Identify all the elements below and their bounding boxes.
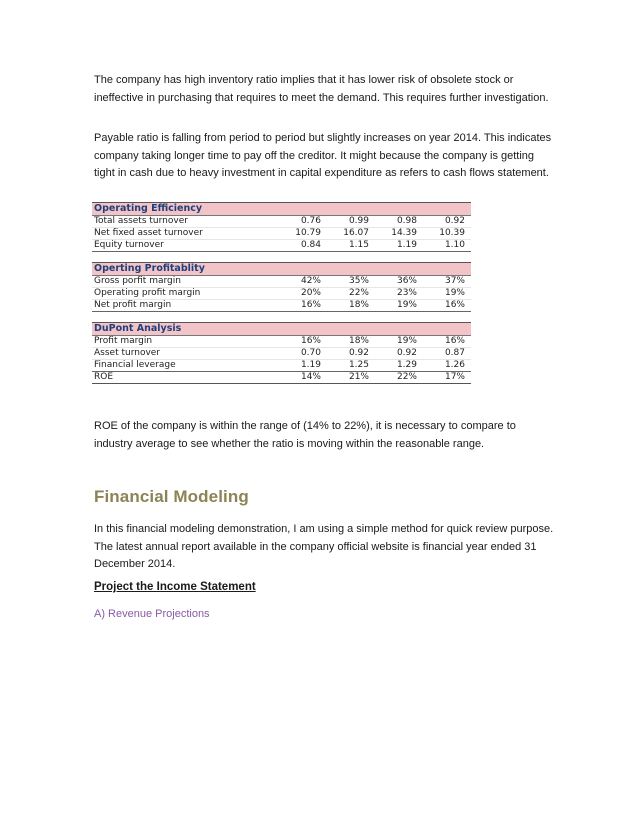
paragraph-inventory: The company has high inventory ratio implies that it has lower risk of obsolete stock or ineffective in purchasing that requires to meet the demand. This requires further investigation. — [94, 74, 549, 104]
row-label: Operating profit margin — [94, 288, 201, 298]
cell: 1.25 — [348, 360, 369, 370]
row-label: Equity turnover — [94, 240, 164, 250]
row-label: Asset turnover — [94, 348, 161, 358]
row-label: Total assets turnover — [94, 216, 188, 226]
cell: 14.39 — [391, 228, 417, 238]
cell: 19% — [396, 300, 417, 310]
paragraph-modeling: In this financial modeling demonstration, I am using a simple method for quick review purpose. The latest annual report available in the company official website is financial year ended 31 December 2014. — [94, 523, 554, 570]
cell: 16% — [300, 300, 321, 310]
row-label: Profit margin — [94, 336, 153, 346]
table-row — [92, 228, 471, 240]
cell: 0.76 — [300, 216, 321, 226]
row-label: Net fixed asset turnover — [94, 228, 203, 238]
paragraph-payable: Payable ratio is falling from period to period but slightly increases on year 2014. This indicates company taking longer time to pay off the creditor. It might because the company is getting tight in cash due to heavy investment in capital expenditure as refers to cash flows statement. — [94, 132, 552, 179]
cell: 16.07 — [343, 228, 369, 238]
cell: 16% — [444, 336, 465, 346]
cell: 17% — [444, 372, 465, 382]
row-label: Net profit margin — [94, 300, 172, 310]
table-section-title: Operating Efficiency — [94, 203, 203, 214]
cell: 1.15 — [348, 240, 369, 250]
table-row — [92, 336, 471, 348]
cell: 16% — [300, 336, 321, 346]
table-row — [92, 372, 471, 384]
cell: 1.19 — [300, 360, 321, 370]
cell: 42% — [300, 276, 321, 286]
cell: 22% — [348, 288, 369, 298]
cell: 19% — [444, 288, 465, 298]
paragraph-roe: ROE of the company is within the range of (14% to 22%), it is necessary to compare to industry average to see whether the ratio is moving within the reasonable range. — [94, 420, 516, 450]
table-row — [92, 240, 471, 252]
cell: 10.39 — [439, 228, 465, 238]
table-row — [92, 360, 471, 372]
cell: 16% — [444, 300, 465, 310]
cell: 23% — [396, 288, 417, 298]
table-section-header — [92, 202, 471, 216]
cell: 1.19 — [396, 240, 417, 250]
table-spacer — [92, 312, 471, 322]
row-label: ROE — [94, 372, 114, 382]
cell: 0.98 — [396, 216, 417, 226]
cell: 18% — [348, 336, 369, 346]
cell: 0.70 — [300, 348, 321, 358]
cell: 0.92 — [396, 348, 417, 358]
row-label: Gross porfit margin — [94, 276, 181, 286]
cell: 0.92 — [444, 216, 465, 226]
cell: 36% — [396, 276, 417, 286]
cell: 18% — [348, 300, 369, 310]
cell: 21% — [348, 372, 369, 382]
row-label: Financial leverage — [94, 360, 176, 370]
table-row — [92, 288, 471, 300]
table-section-title: DuPont Analysis — [94, 323, 182, 334]
cell: 10.79 — [295, 228, 321, 238]
cell: 35% — [348, 276, 369, 286]
cell: 1.10 — [444, 240, 465, 250]
cell: 20% — [300, 288, 321, 298]
cell: 14% — [300, 372, 321, 382]
cell: 19% — [396, 336, 417, 346]
cell: 0.87 — [444, 348, 465, 358]
cell: 1.29 — [396, 360, 417, 370]
cell: 1.26 — [444, 360, 465, 370]
section-heading: Financial Modeling — [94, 487, 249, 506]
table-row — [92, 276, 471, 288]
table-section-header — [92, 262, 471, 276]
table-spacer — [92, 252, 471, 262]
subsubsection-heading: A) Revenue Projections — [94, 608, 210, 620]
ratio-table — [92, 202, 471, 384]
cell: 0.92 — [348, 348, 369, 358]
subsection-heading: Project the Income Statement — [94, 581, 256, 593]
table-section-header — [92, 322, 471, 336]
table-row — [92, 216, 471, 228]
cell: 0.84 — [300, 240, 321, 250]
table-section-title: Operting Profitablity — [94, 263, 205, 274]
table-row — [92, 300, 471, 312]
cell: 0.99 — [348, 216, 369, 226]
cell: 22% — [396, 372, 417, 382]
cell: 37% — [444, 276, 465, 286]
table-row — [92, 348, 471, 360]
